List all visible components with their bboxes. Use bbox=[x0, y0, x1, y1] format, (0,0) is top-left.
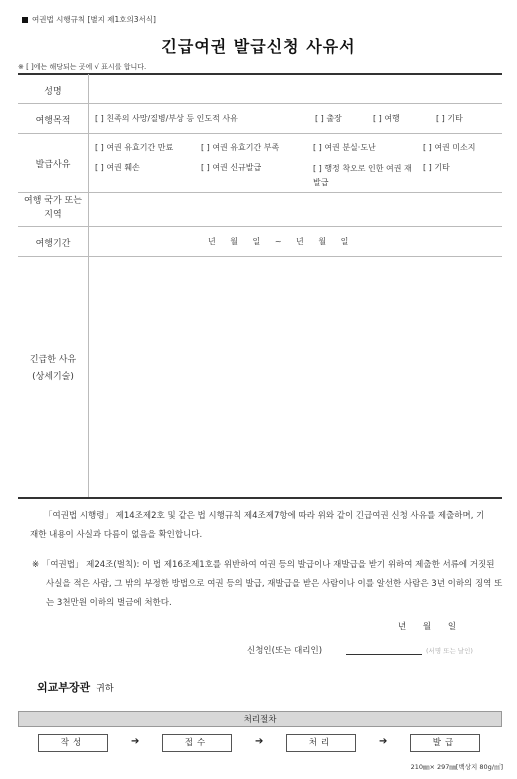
applicant-label: 신청인(또는 대리인) bbox=[247, 646, 323, 656]
purpose-label: 여행목적 bbox=[35, 116, 71, 126]
process-step-process: 처리 bbox=[286, 734, 356, 752]
reason-option-lost-stolen[interactable]: [ ] 여권 분실·도난 bbox=[313, 143, 376, 152]
row-divider bbox=[18, 192, 502, 193]
process-step-receive: 접수 bbox=[162, 734, 232, 752]
confirmation-statement: 「여권법 시행령」 제14조제2호 및 같은 법 시행규칙 제4조제7항에 따라 위와 같이 긴급여권 신청 사유를 제출하며, 기재한 내용이 사실과 다름이 없음을 확인합니다. bbox=[30, 511, 485, 540]
purpose-option-other[interactable]: [ ] 기타 bbox=[436, 114, 463, 123]
form-header-note: 여권법 시행규칙 [별지 제1호의3서식] bbox=[22, 14, 156, 25]
country-label: 여행 국가 또는 지역 bbox=[24, 196, 82, 220]
check-hint: ※ [ ]에는 해당되는 곳에 √ 표시를 합니다. bbox=[18, 63, 147, 71]
reason-option-admin-error[interactable]: [ ] 행정 착오로 인한 여권 재발급 bbox=[313, 164, 412, 187]
row-divider bbox=[18, 103, 502, 104]
reason-option-not-carried[interactable]: [ ] 여권 미소지 bbox=[423, 143, 476, 152]
arrow-right-icon: ➔ bbox=[255, 736, 264, 747]
country-field[interactable] bbox=[90, 194, 500, 225]
urgent-reason-field[interactable] bbox=[90, 258, 500, 495]
process-title: 처리절차 bbox=[18, 711, 502, 727]
reason-option-new-issue[interactable]: [ ] 여권 신규발급 bbox=[201, 163, 262, 172]
reason-option-expired[interactable]: [ ] 여권 유효기간 만료 bbox=[95, 143, 174, 152]
reason-option-other[interactable]: [ ] 기타 bbox=[423, 163, 450, 172]
signature-hint: (서명 또는 날인) bbox=[426, 647, 473, 655]
applicant-signature-line[interactable] bbox=[346, 654, 422, 655]
process-step-issue: 발급 bbox=[410, 734, 480, 752]
penalty-warning: ※ 「여권법」 제24조(벌칙): 이 법 제16조제1호를 위반하여 여권 등의 발급이나 재발급을 받기 위하여 제출한 서류에 거짓된 사실을 적은 사람, 그 밖의 부정한 방법으로 여권 등의 발급, 재발급을 받은 사람이나 이를 알선한 사람은 3년 이하의 징역 또는 3천만원 이하의 벌금에 처한다. bbox=[32, 560, 503, 608]
period-label: 여행기간 bbox=[35, 239, 71, 249]
reason-option-insufficient-validity[interactable]: [ ] 여권 유효기간 부족 bbox=[201, 143, 280, 152]
row-divider bbox=[18, 226, 502, 227]
purpose-option-travel[interactable]: [ ] 여행 bbox=[373, 114, 400, 123]
purpose-option-business[interactable]: [ ] 출장 bbox=[315, 114, 342, 123]
reason-option-damaged[interactable]: [ ] 여권 훼손 bbox=[95, 163, 140, 172]
name-field[interactable] bbox=[90, 75, 500, 102]
page-title: 긴급여권 발급신청 사유서 bbox=[161, 37, 356, 56]
row-divider bbox=[18, 256, 502, 257]
recipient-suffix: 귀하 bbox=[96, 684, 114, 694]
recipient: 외교부장관 귀하 bbox=[37, 681, 114, 694]
row-divider bbox=[18, 133, 502, 134]
arrow-right-icon: ➔ bbox=[131, 736, 140, 747]
label-column-divider bbox=[88, 74, 89, 498]
table-bottom-border bbox=[18, 497, 502, 499]
arrow-right-icon: ➔ bbox=[379, 736, 388, 747]
name-label: 성명 bbox=[44, 87, 62, 97]
purpose-option-humanitarian[interactable]: [ ] 친족의 사망/질병/부상 등 인도적 사유 bbox=[95, 114, 238, 123]
urgent-reason-label: 긴급한 사유 (상세기술) bbox=[29, 355, 77, 382]
reason-label: 발급사유 bbox=[35, 160, 71, 170]
square-bullet-icon bbox=[22, 17, 28, 23]
travel-period-field[interactable]: 년 월 일 ~ 년 월 일 bbox=[208, 237, 349, 246]
process-step-write: 작성 bbox=[38, 734, 108, 752]
application-date[interactable]: 년 월 일 bbox=[398, 622, 457, 632]
paper-spec: 210㎜× 297㎜[백상지 80g/㎡] bbox=[410, 763, 503, 771]
